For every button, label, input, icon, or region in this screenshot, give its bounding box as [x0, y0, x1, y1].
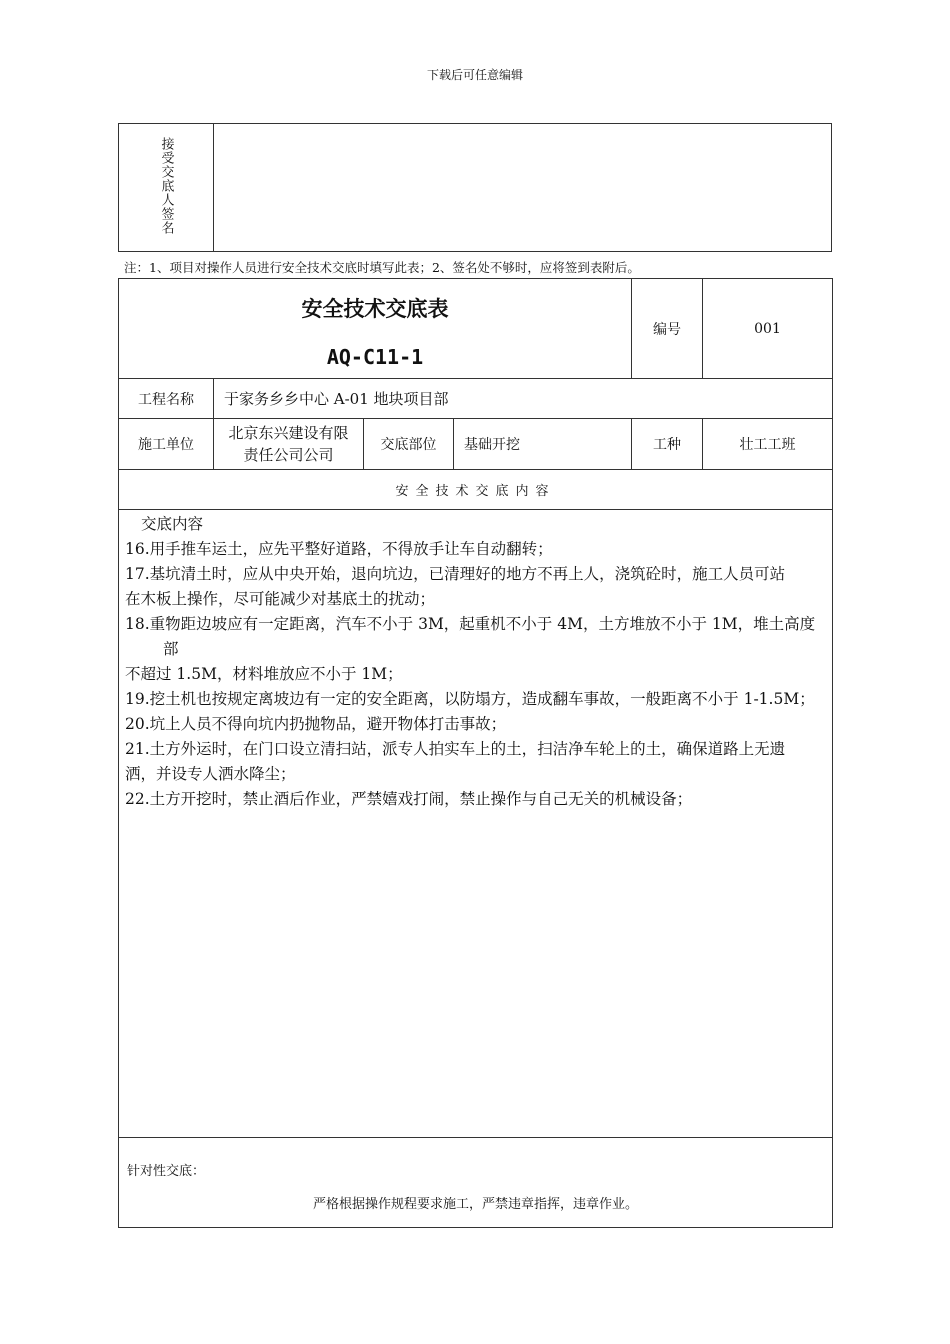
part-value[interactable]: 基础开挖	[454, 419, 632, 470]
form-title-cell	[119, 279, 632, 379]
project-label: 工程名称	[119, 379, 214, 419]
trade-value[interactable]: 壮工工班	[703, 419, 833, 470]
content-item-22: 22.土方开挖时，禁止酒后作业，严禁嬉戏打闹，禁止操作与自己无关的机械设备；	[125, 790, 693, 808]
section-title: 安全技术交底内容	[119, 470, 833, 510]
trade-label: 工种	[632, 419, 703, 470]
signature-area[interactable]	[214, 124, 832, 252]
form-title: 安全技术交底表	[301, 296, 449, 321]
targeted-text: 严格根据操作规程要求施工，严禁违章指挥，违章作业。	[312, 1197, 638, 1212]
content-item-20: 20.坑上人员不得向坑内扔抛物品，避开物体打击事故；	[125, 715, 507, 733]
briefing-content	[119, 510, 833, 1138]
signature-label-cell	[119, 124, 214, 252]
content-item-21: 21.土方外运时，在门口设立清扫站，派专人拍实车上的土，扫洁净车轮上的土，确保道路上无遗	[125, 740, 786, 758]
part-label: 交底部位	[364, 419, 454, 470]
content-item-19: 19.挖土机也按规定离坡边有一定的安全距离，以防塌方，造成翻车事故，一般距离不小于 1-1.5M；	[125, 690, 815, 708]
content-item-21-cont: 洒，并设专人洒水降尘；	[125, 765, 296, 783]
number-value[interactable]: 001	[703, 279, 833, 379]
page-header-note: 下载后可任意编辑	[426, 68, 523, 82]
footnote: 注：1、项目对操作人员进行安全技术交底时填写此表；2、签名处不够时，应将签到表附后。	[124, 260, 640, 275]
form-code: AQ-C11-1	[326, 344, 424, 369]
content-item-18-cont: 不超过 1.5M，材料堆放应不小于 1M；	[125, 665, 403, 683]
unit-value-line1: 北京东兴建设有限	[228, 424, 349, 442]
content-item-17-cont: 在木板上操作，尽可能减少对基底土的扰动；	[125, 590, 436, 608]
content-item-18: 18.重物距边坡应有一定距离，汽车不小于 3M，起重机不小于 4M，土方堆放不小于 1M，堆土高度部	[125, 615, 816, 658]
targeted-briefing	[119, 1138, 833, 1228]
unit-label: 施工单位	[119, 419, 214, 470]
content-heading: 交底内容	[141, 515, 204, 533]
number-label: 编号	[632, 279, 703, 379]
unit-value-line2: 责任公司公司	[243, 446, 334, 464]
safety-briefing-form	[118, 278, 833, 1228]
signature-table	[118, 123, 832, 252]
targeted-label: 针对性交底：	[127, 1164, 206, 1179]
signature-label: 接受交底人签名	[158, 136, 174, 235]
content-item-17: 17.基坑清土时，应从中央开始，退向坑边，已清理好的地方不再上人，浇筑砼时，施工人员可站	[125, 565, 786, 583]
content-item-16: 16.用手推车运土，应先平整好道路，不得放手让车自动翻转；	[125, 540, 553, 558]
project-value[interactable]: 于家务乡乡中心 A-01 地块项目部	[214, 379, 833, 419]
unit-value[interactable]	[214, 419, 364, 470]
